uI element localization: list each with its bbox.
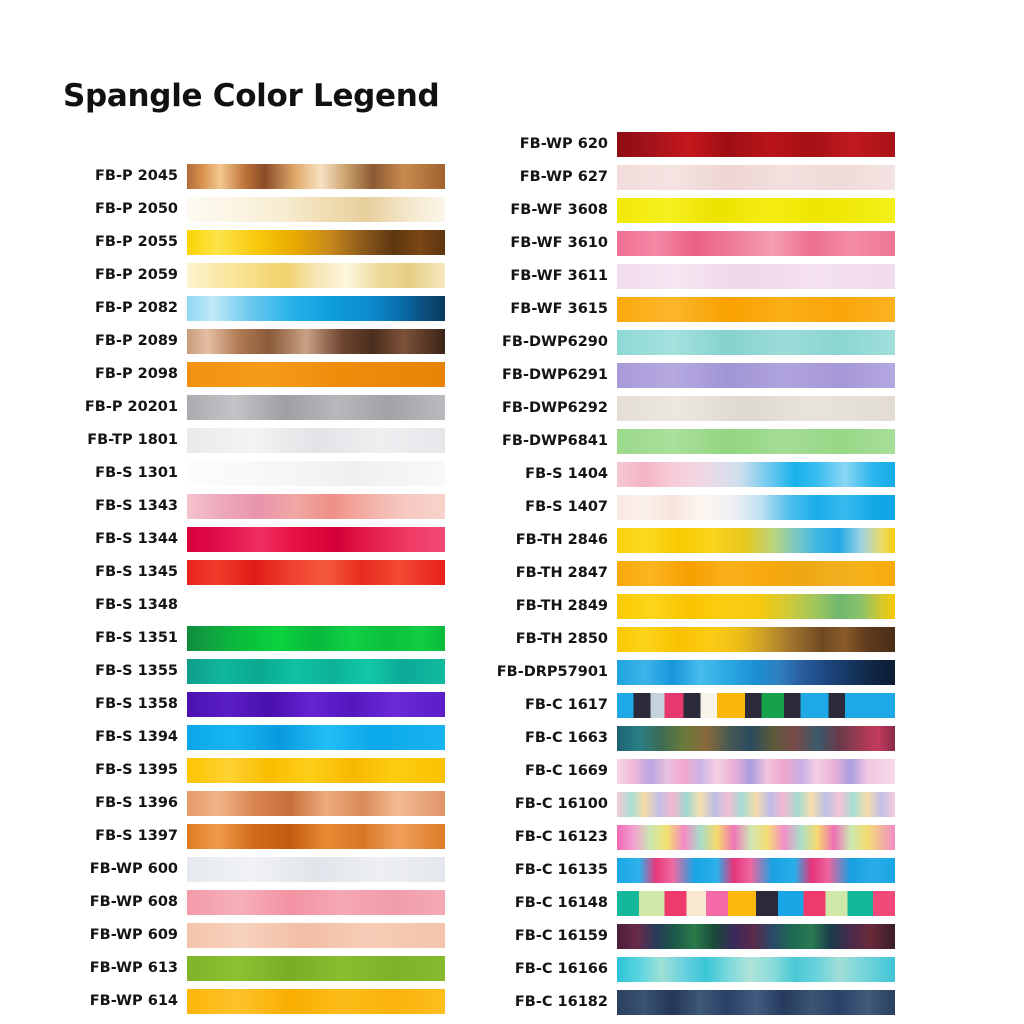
swatch-color-bar	[617, 594, 895, 619]
swatch-code-label: FB-C 1617	[524, 697, 608, 714]
swatch-row	[40, 358, 445, 391]
swatch-gradient	[617, 627, 895, 652]
swatch-code-label: FB-C 16182	[514, 994, 608, 1011]
swatch-color-bar	[187, 362, 445, 387]
swatch-code-label: FB-WP 609	[89, 927, 178, 944]
swatch-gradient	[187, 263, 445, 288]
swatch-row	[440, 590, 895, 623]
swatch-gradient	[617, 363, 895, 388]
swatch-row	[440, 128, 895, 161]
swatch-row	[40, 721, 445, 754]
swatch-row	[40, 457, 445, 490]
swatch-code-label: FB-S 1394	[95, 729, 178, 746]
swatch-color-bar	[187, 626, 445, 651]
swatch-color-bar	[187, 956, 445, 981]
swatch-row	[40, 952, 445, 985]
swatch-code-label: FB-DWP6292	[502, 400, 608, 417]
swatch-color-bar	[617, 330, 895, 355]
swatch-row	[440, 227, 895, 260]
swatch-row	[440, 359, 895, 392]
swatch-row	[440, 887, 895, 920]
swatch-color-bar	[187, 989, 445, 1014]
swatch-gradient	[187, 857, 445, 882]
swatch-color-bar	[617, 231, 895, 256]
swatch-gradient	[187, 890, 445, 915]
swatch-row	[40, 391, 445, 424]
swatch-gradient	[187, 362, 445, 387]
swatch-code-label: FB-S 1345	[95, 564, 178, 581]
swatch-code-label: FB-S 1407	[525, 499, 608, 516]
swatch-color-bar	[187, 890, 445, 915]
swatch-color-bar	[617, 891, 895, 916]
swatch-code-label: FB-P 2055	[94, 234, 178, 251]
swatch-row	[40, 919, 445, 952]
swatch-code-label: FB-P 2082	[94, 300, 178, 317]
swatch-gradient	[617, 330, 895, 355]
swatch-gradient	[187, 461, 445, 486]
swatch-color-bar	[187, 659, 445, 684]
swatch-code-label: FB-S 1395	[95, 762, 178, 779]
swatch-code-label: FB-S 1355	[95, 663, 178, 680]
swatch-gradient	[617, 297, 895, 322]
swatch-color-bar	[617, 726, 895, 751]
swatch-code-label: FB-C 1663	[524, 730, 608, 747]
swatch-code-label: FB-S 1396	[95, 795, 178, 812]
swatch-code-label: FB-S 1348	[95, 597, 178, 614]
swatch-gradient	[187, 956, 445, 981]
swatch-row	[440, 656, 895, 689]
swatch-row	[40, 490, 445, 523]
swatch-color-bar	[187, 164, 445, 189]
swatch-gradient	[187, 758, 445, 783]
swatch-gradient	[187, 923, 445, 948]
swatch-code-label: FB-P 20201	[84, 399, 178, 416]
swatch-code-label: FB-WP 608	[89, 894, 178, 911]
swatch-gradient	[617, 429, 895, 454]
page-title: Spangle Color Legend	[63, 78, 440, 114]
swatch-row	[440, 722, 895, 755]
swatch-gradient	[617, 792, 895, 817]
swatch-row	[440, 194, 895, 227]
swatch-gradient	[187, 230, 445, 255]
swatch-row	[440, 161, 895, 194]
swatch-color-bar	[617, 297, 895, 322]
swatch-column-right	[440, 128, 895, 1019]
swatch-code-label: FB-WF 3608	[510, 202, 608, 219]
swatch-row	[40, 820, 445, 853]
swatch-row	[40, 523, 445, 556]
swatch-color-bar	[187, 329, 445, 354]
swatch-row	[40, 556, 445, 589]
swatch-gradient	[617, 957, 895, 982]
swatch-color-bar	[187, 494, 445, 519]
swatch-gradient	[187, 725, 445, 750]
swatch-code-label: FB-S 1344	[95, 531, 178, 548]
swatch-color-bar	[617, 396, 895, 421]
swatch-gradient	[617, 759, 895, 784]
swatch-code-label: FB-DWP6290	[502, 334, 608, 351]
swatch-color-bar	[187, 725, 445, 750]
swatch-gradient	[187, 494, 445, 519]
swatch-gradient	[187, 692, 445, 717]
swatch-code-label: FB-S 1301	[95, 465, 178, 482]
swatch-code-label: FB-WP 613	[89, 960, 178, 977]
swatch-row	[40, 193, 445, 226]
swatch-color-bar	[187, 824, 445, 849]
swatch-row	[440, 623, 895, 656]
swatch-row	[40, 655, 445, 688]
swatch-color-bar	[187, 560, 445, 585]
swatch-color-bar	[187, 857, 445, 882]
swatch-code-label: FB-WP 614	[89, 993, 178, 1010]
swatch-color-bar	[617, 132, 895, 157]
swatch-code-label: FB-DWP6291	[502, 367, 608, 384]
swatch-gradient	[187, 296, 445, 321]
swatch-gradient	[617, 924, 895, 949]
swatch-color-bar	[617, 792, 895, 817]
swatch-gradient	[617, 396, 895, 421]
swatch-row	[440, 458, 895, 491]
swatch-code-label: FB-WF 3615	[510, 301, 608, 318]
swatch-row	[440, 986, 895, 1019]
swatch-row	[440, 326, 895, 359]
swatch-gradient	[187, 329, 445, 354]
swatch-gradient	[617, 693, 895, 718]
swatch-row	[440, 392, 895, 425]
swatch-color-bar	[187, 923, 445, 948]
swatch-gradient	[187, 791, 445, 816]
swatch-row	[440, 920, 895, 953]
swatch-gradient	[617, 858, 895, 883]
swatch-code-label: FB-S 1404	[525, 466, 608, 483]
swatch-gradient	[187, 527, 445, 552]
swatch-color-bar	[617, 264, 895, 289]
swatch-color-bar	[617, 429, 895, 454]
swatch-color-bar	[617, 462, 895, 487]
swatch-row	[440, 293, 895, 326]
swatch-color-bar	[617, 924, 895, 949]
swatch-code-label: FB-TH 2847	[515, 565, 608, 582]
swatch-color-bar	[187, 791, 445, 816]
swatch-color-bar	[617, 693, 895, 718]
swatch-gradient	[187, 593, 445, 618]
swatch-gradient	[617, 132, 895, 157]
swatch-color-bar	[617, 165, 895, 190]
swatch-code-label: FB-P 2059	[94, 267, 178, 284]
swatch-color-bar	[617, 198, 895, 223]
swatch-color-bar	[617, 363, 895, 388]
swatch-gradient	[187, 395, 445, 420]
swatch-color-bar	[617, 495, 895, 520]
swatch-row	[40, 325, 445, 358]
swatch-code-label: FB-P 2045	[94, 168, 178, 185]
swatch-color-bar	[187, 296, 445, 321]
swatch-row	[440, 854, 895, 887]
swatch-row	[40, 688, 445, 721]
swatch-gradient	[617, 990, 895, 1015]
swatch-row	[40, 886, 445, 919]
swatch-code-label: FB-C 1669	[524, 763, 608, 780]
swatch-code-label: FB-WP 600	[89, 861, 178, 878]
swatch-color-bar	[617, 561, 895, 586]
swatch-code-label: FB-WF 3611	[510, 268, 608, 285]
swatch-color-bar	[617, 990, 895, 1015]
swatch-row	[440, 425, 895, 458]
swatch-code-label: FB-P 2089	[94, 333, 178, 350]
swatch-code-label: FB-TH 2846	[515, 532, 608, 549]
swatch-row	[440, 821, 895, 854]
swatch-code-label: FB-C 16166	[514, 961, 608, 978]
swatch-code-label: FB-WP 627	[519, 169, 608, 186]
swatch-gradient	[617, 528, 895, 553]
swatch-code-label: FB-DWP6841	[502, 433, 608, 450]
swatch-code-label: FB-S 1351	[95, 630, 178, 647]
swatch-code-label: FB-WF 3610	[510, 235, 608, 252]
swatch-row	[40, 292, 445, 325]
swatch-column-left	[40, 160, 445, 1018]
swatch-color-bar	[187, 593, 445, 618]
swatch-code-label: FB-WP 620	[519, 136, 608, 153]
swatch-code-label: FB-S 1397	[95, 828, 178, 845]
swatch-color-bar	[187, 230, 445, 255]
swatch-gradient	[187, 989, 445, 1014]
swatch-code-label: FB-C 16148	[514, 895, 608, 912]
swatch-row	[440, 524, 895, 557]
swatch-color-bar	[617, 858, 895, 883]
swatch-row	[440, 755, 895, 788]
swatch-code-label: FB-S 1358	[95, 696, 178, 713]
swatch-row	[440, 953, 895, 986]
swatch-code-label: FB-TH 2850	[515, 631, 608, 648]
swatch-row	[440, 557, 895, 590]
swatch-color-bar	[617, 660, 895, 685]
swatch-gradient	[187, 560, 445, 585]
swatch-gradient	[617, 891, 895, 916]
swatch-gradient	[187, 428, 445, 453]
swatch-row	[40, 622, 445, 655]
swatch-gradient	[617, 264, 895, 289]
swatch-color-bar	[617, 627, 895, 652]
swatch-gradient	[617, 594, 895, 619]
swatch-color-bar	[187, 461, 445, 486]
swatch-gradient	[617, 462, 895, 487]
swatch-color-bar	[187, 692, 445, 717]
swatch-code-label: FB-P 2098	[94, 366, 178, 383]
swatch-gradient	[617, 198, 895, 223]
swatch-code-label: FB-C 16100	[514, 796, 608, 813]
swatch-code-label: FB-S 1343	[95, 498, 178, 515]
swatch-color-bar	[617, 528, 895, 553]
swatch-gradient	[187, 164, 445, 189]
swatch-code-label: FB-TH 2849	[515, 598, 608, 615]
swatch-code-label: FB-DRP57901	[496, 664, 608, 681]
swatch-row	[440, 260, 895, 293]
swatch-row	[440, 491, 895, 524]
swatch-color-bar	[187, 527, 445, 552]
swatch-gradient	[187, 626, 445, 651]
swatch-gradient	[617, 231, 895, 256]
swatch-color-bar	[617, 957, 895, 982]
swatch-color-bar	[187, 263, 445, 288]
swatch-gradient	[617, 561, 895, 586]
swatch-gradient	[617, 165, 895, 190]
swatch-color-bar	[187, 197, 445, 222]
swatch-code-label: FB-C 16123	[514, 829, 608, 846]
swatch-code-label: FB-P 2050	[94, 201, 178, 218]
swatch-gradient	[187, 824, 445, 849]
swatch-row	[40, 160, 445, 193]
swatch-color-bar	[187, 395, 445, 420]
swatch-gradient	[617, 726, 895, 751]
swatch-gradient	[617, 495, 895, 520]
swatch-row	[40, 259, 445, 292]
swatch-gradient	[617, 660, 895, 685]
swatch-gradient	[617, 825, 895, 850]
swatch-color-bar	[187, 758, 445, 783]
swatch-row	[40, 424, 445, 457]
swatch-code-label: FB-C 16135	[514, 862, 608, 879]
swatch-row	[440, 788, 895, 821]
swatch-color-bar	[187, 428, 445, 453]
swatch-code-label: FB-C 16159	[514, 928, 608, 945]
swatch-color-bar	[617, 825, 895, 850]
swatch-code-label: FB-TP 1801	[87, 432, 178, 449]
swatch-row	[40, 853, 445, 886]
swatch-row	[40, 787, 445, 820]
swatch-gradient	[187, 659, 445, 684]
swatch-row	[440, 689, 895, 722]
swatch-color-bar	[617, 759, 895, 784]
swatch-row	[40, 589, 445, 622]
swatch-gradient	[187, 197, 445, 222]
swatch-row	[40, 226, 445, 259]
swatch-row	[40, 985, 445, 1018]
swatch-row	[40, 754, 445, 787]
